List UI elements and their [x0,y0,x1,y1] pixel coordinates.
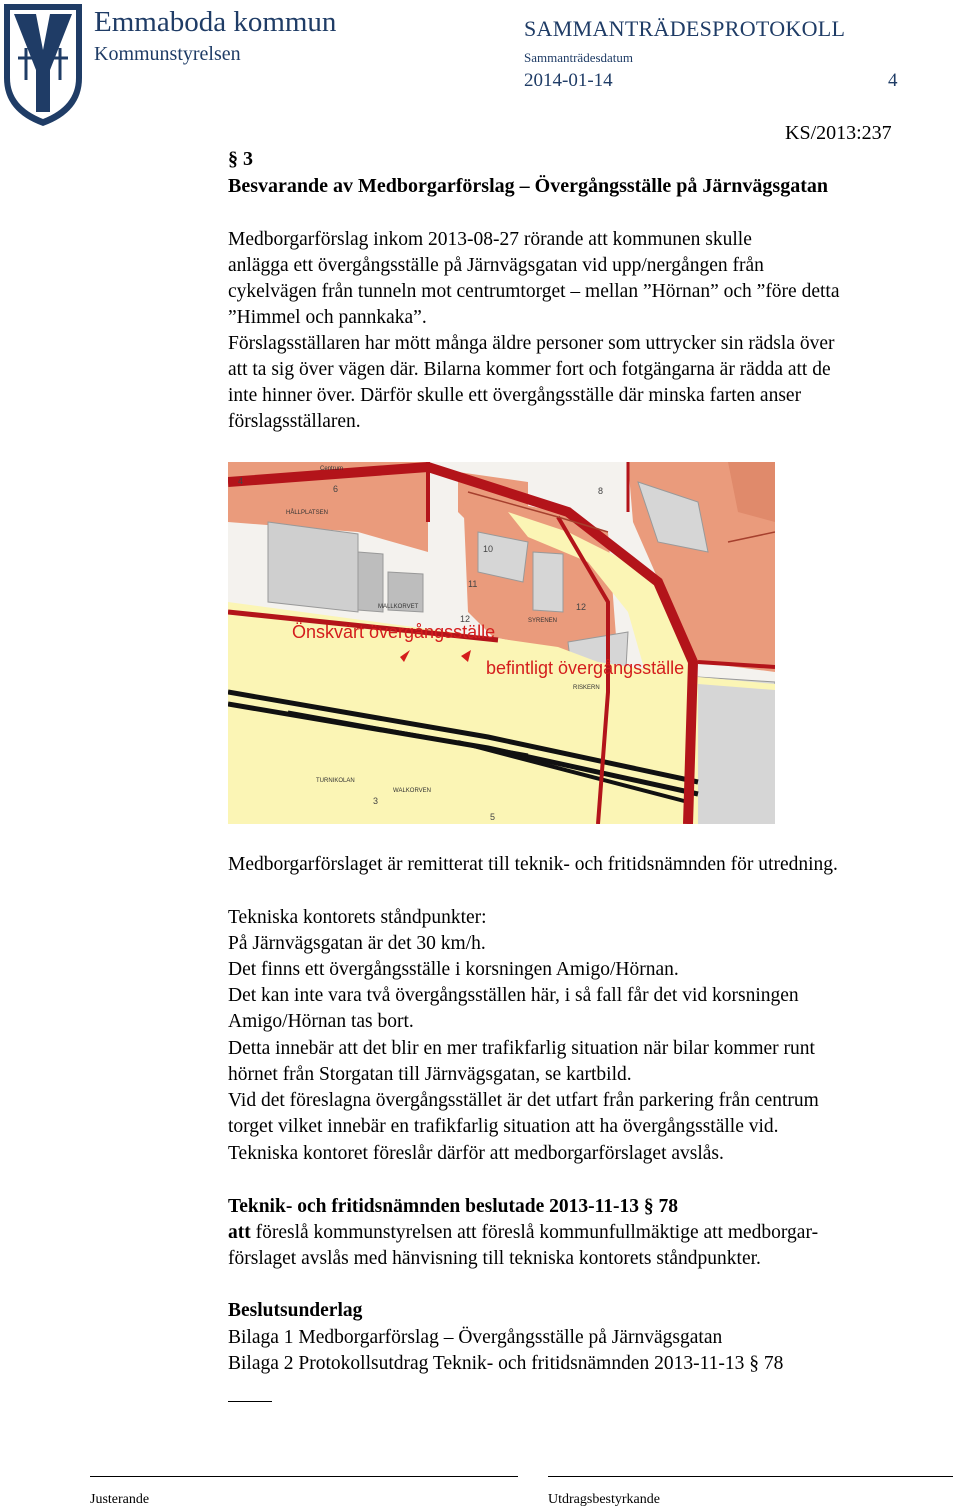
intro-line: Medborgarförslag inkom 2013-08-27 rörande att kommunen skulle [228,229,752,250]
signature-line-justerande [90,1476,518,1477]
lot-number: 5 [490,812,496,822]
lot-number: 10 [483,544,494,554]
intro-line: att ta sig över vägen där. Bilarna kommer fort och fotgängarna är rädda att de [228,359,831,380]
org-unit: Kommunstyrelsen [94,43,241,65]
decision-heading: Teknik- och fritidsnämnden beslutade 2013-11-13 § 78 [228,1196,679,1217]
intro-line: anlägga ett övergångsställe på Järnvägsgatan vid upp/nergången från [228,255,764,276]
decision-att: att [228,1222,251,1243]
basis-item: Bilaga 1 Medborgarförslag – Övergångsställe på Järnvägsgatan [228,1327,723,1348]
street-map [228,462,775,824]
position-line: Detta innebär att det blir en mer trafikfarlig situation när bilar kommer runt [228,1038,815,1059]
position-line: Tekniska kontoret föreslår därför att medborgarförslaget avslås. [228,1143,724,1164]
section-number: § 3 [228,148,253,170]
lot-number: 4 [238,476,244,486]
position-line: hörnet från Storgatan till Järnvägsgatan, se kartbild. [228,1064,632,1085]
intro-line: cykelvägen från tunneln mot centrumtorget – mellan ”Hörnan” och ”före detta [228,281,840,302]
place-label: WALKORVEN [393,788,432,794]
meeting-date-label: Sammanträdesdatum [524,50,634,65]
meeting-date: 2014-01-14 [524,70,613,91]
map-label-existing-crossing: befintligt övergångsställe [486,658,685,678]
position-line: På Järnvägsgatan är det 30 km/h. [228,933,486,954]
section-title: Besvarande av Medborgarförslag – Övergångsställe på Järnvägsgatan [228,175,828,197]
intro-line: förslagsställaren. [228,411,361,432]
place-label: HÅLLPLATSEN [286,510,328,516]
map-label-desired-crossing: Önskvärt övergångsställe [292,622,496,642]
place-label: RISKERN [573,685,600,691]
footer-justerande: Justerande [90,1492,150,1507]
lot-number: 11 [468,579,478,589]
intro-line: inte hinner över. Därför skulle ett övergångsställe där minska farten anser [228,385,802,406]
decision-line-rest: föreslå kommunstyrelsen att föreslå kommunfullmäktige att medborgar- [250,1222,819,1243]
basis-item: Bilaga 2 Protokollsutdrag Teknik- och fritidsnämnden 2013-11-13 § 78 [228,1353,784,1374]
position-line: Det kan inte vara två övergångsställen här, i så fall får det vid korsningen [228,985,799,1006]
position-line: Det finns ett övergångsställe i korsningen Amigo/Hörnan. [228,959,679,980]
lot-number: 8 [598,486,604,496]
org-name: Emmaboda kommun [94,6,337,38]
document-type: SAMMANTRÄDESPROTOKOLL [524,16,846,41]
end-divider [228,1401,272,1402]
lot-number: 6 [333,484,339,494]
intro-line: ”Himmel och pannkaka”. [228,307,427,328]
position-line: torget vilket innebär en trafikfarlig situation att ha övergångsställe vid. [228,1116,779,1137]
place-label: TURNIKOLAN [316,778,355,784]
case-number: KS/2013:237 [785,122,892,144]
basis-heading: Beslutsunderlag [228,1300,363,1321]
place-label: MALLKORVET [378,604,419,610]
lot-number: 3 [373,796,379,806]
position-line: Amigo/Hörnan tas bort. [228,1011,414,1032]
municipality-logo [0,0,86,130]
position-line: Vid det föreslagna övergångsstället är det utfart från parkering från centrum [228,1090,819,1111]
place-label: Centrum [320,466,344,472]
page-number: 4 [888,70,898,91]
decision-line [228,1220,818,1246]
footer-utdragsbestyrkande: Utdragsbestyrkande [548,1492,660,1507]
place-label: SYRENEN [528,618,558,624]
lot-number: 12 [576,602,587,612]
intro-line: Förslagsställaren har mött många äldre personer som uttrycker sin rädsla över [228,333,835,354]
remit-line: Medborgarförslaget är remitterat till teknik- och fritidsnämnden för utredning. [228,854,838,875]
position-line: Tekniska kontorets ståndpunkter: [228,907,487,928]
signature-line-utdrag [548,1476,953,1477]
lot-number: 12 [460,614,471,624]
decision-line: förslaget avslås med hänvisning till tekniska kontorets ståndpunkter. [228,1248,761,1269]
